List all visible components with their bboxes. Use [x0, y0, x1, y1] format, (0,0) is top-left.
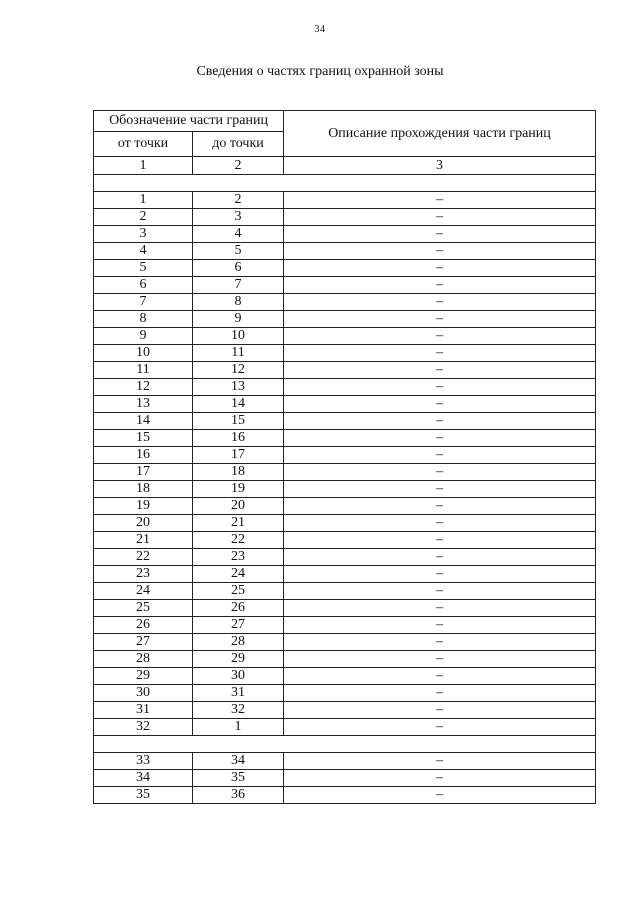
to-point-cell: 22 [193, 532, 284, 549]
column-number: 2 [193, 157, 284, 175]
to-point-cell: 31 [193, 685, 284, 702]
table-row [94, 311, 596, 328]
to-point-cell: 21 [193, 515, 284, 532]
from-point-cell: 16 [94, 447, 193, 464]
table-row [94, 685, 596, 702]
to-point-cell: 16 [193, 430, 284, 447]
to-point-cell: 27 [193, 617, 284, 634]
to-point-cell: 23 [193, 549, 284, 566]
table-row [94, 413, 596, 430]
table-row [94, 566, 596, 583]
description-cell: – [284, 787, 596, 804]
from-point-cell: 5 [94, 260, 193, 277]
from-point-header: от точки [94, 132, 193, 157]
table-row [94, 668, 596, 685]
page-number: 34 [314, 24, 326, 35]
description-cell: – [284, 549, 596, 566]
table-row [94, 515, 596, 532]
description-cell: – [284, 702, 596, 719]
from-point-cell: 22 [94, 549, 193, 566]
from-point-cell: 3 [94, 226, 193, 243]
table-row [94, 583, 596, 600]
document-title: Сведения о частях границ охранной зоны [196, 64, 444, 79]
to-point-cell: 18 [193, 464, 284, 481]
to-point-cell: 15 [193, 413, 284, 430]
description-cell: – [284, 345, 596, 362]
table-row [94, 532, 596, 549]
description-cell: – [284, 668, 596, 685]
description-cell: – [284, 685, 596, 702]
from-point-cell: 28 [94, 651, 193, 668]
description-cell: – [284, 328, 596, 345]
table-row [94, 277, 596, 294]
to-point-cell: 5 [193, 243, 284, 260]
description-cell: – [284, 260, 596, 277]
to-point-cell: 34 [193, 753, 284, 770]
to-point-cell: 24 [193, 566, 284, 583]
to-point-cell: 12 [193, 362, 284, 379]
from-point-cell: 7 [94, 294, 193, 311]
from-point-cell: 20 [94, 515, 193, 532]
from-point-cell: 18 [94, 481, 193, 498]
description-cell: – [284, 719, 596, 736]
to-point-cell: 6 [193, 260, 284, 277]
from-point-cell: 35 [94, 787, 193, 804]
section-row [94, 736, 596, 753]
description-cell: – [284, 770, 596, 787]
from-point-cell: 30 [94, 685, 193, 702]
description-cell: – [284, 447, 596, 464]
table-row [94, 753, 596, 770]
description-cell: – [284, 634, 596, 651]
description-cell: – [284, 294, 596, 311]
from-point-cell: 6 [94, 277, 193, 294]
from-point-cell: 31 [94, 702, 193, 719]
from-point-cell: 33 [94, 753, 193, 770]
boundary-parts-table [93, 110, 596, 804]
table-row [94, 634, 596, 651]
from-point-cell: 29 [94, 668, 193, 685]
table-row [94, 328, 596, 345]
table-row [94, 498, 596, 515]
to-point-cell: 9 [193, 311, 284, 328]
from-point-cell: 15 [94, 430, 193, 447]
table-row [94, 396, 596, 413]
to-point-cell: 14 [193, 396, 284, 413]
from-point-cell: 2 [94, 209, 193, 226]
table-row [94, 617, 596, 634]
from-point-cell: 4 [94, 243, 193, 260]
table-row [94, 702, 596, 719]
to-point-cell: 29 [193, 651, 284, 668]
description-cell: – [284, 464, 596, 481]
boundary-part-designation-header: Обозначение части границ [94, 111, 284, 132]
to-point-cell: 19 [193, 481, 284, 498]
description-cell: – [284, 532, 596, 549]
from-point-cell: 14 [94, 413, 193, 430]
to-point-cell: 17 [193, 447, 284, 464]
to-point-cell: 25 [193, 583, 284, 600]
description-cell: – [284, 243, 596, 260]
from-point-cell: 24 [94, 583, 193, 600]
description-cell: – [284, 481, 596, 498]
section-row [94, 175, 596, 192]
description-cell: – [284, 362, 596, 379]
from-point-cell: 25 [94, 600, 193, 617]
from-point-cell: 13 [94, 396, 193, 413]
description-cell: – [284, 192, 596, 209]
description-cell: – [284, 651, 596, 668]
table-row [94, 430, 596, 447]
table-row [94, 362, 596, 379]
description-cell: – [284, 311, 596, 328]
to-point-cell: 3 [193, 209, 284, 226]
to-point-cell: 10 [193, 328, 284, 345]
table-row [94, 719, 596, 736]
to-point-cell: 13 [193, 379, 284, 396]
from-point-cell: 8 [94, 311, 193, 328]
to-point-cell: 8 [193, 294, 284, 311]
from-point-cell: 10 [94, 345, 193, 362]
column-number: 1 [94, 157, 193, 175]
to-point-cell: 7 [193, 277, 284, 294]
from-point-cell: 19 [94, 498, 193, 515]
section-title [94, 736, 596, 753]
from-point-cell: 34 [94, 770, 193, 787]
table-row [94, 787, 596, 804]
to-point-cell: 20 [193, 498, 284, 515]
table-row [94, 226, 596, 243]
table-row [94, 243, 596, 260]
table-row [94, 379, 596, 396]
description-cell: – [284, 515, 596, 532]
table-row [94, 464, 596, 481]
description-cell: – [284, 277, 596, 294]
description-cell: – [284, 379, 596, 396]
column-number: 3 [284, 157, 596, 175]
from-point-cell: 11 [94, 362, 193, 379]
to-point-cell: 11 [193, 345, 284, 362]
from-point-cell: 9 [94, 328, 193, 345]
table-row [94, 294, 596, 311]
table-row [94, 260, 596, 277]
column-number-row [94, 157, 596, 175]
from-point-cell: 27 [94, 634, 193, 651]
to-point-header: до точки [193, 132, 284, 157]
to-point-cell: 26 [193, 600, 284, 617]
description-cell: – [284, 226, 596, 243]
to-point-cell: 28 [193, 634, 284, 651]
table-row [94, 770, 596, 787]
description-cell: – [284, 566, 596, 583]
to-point-cell: 36 [193, 787, 284, 804]
description-cell: – [284, 617, 596, 634]
description-cell: – [284, 600, 596, 617]
description-cell: – [284, 396, 596, 413]
description-cell: – [284, 209, 596, 226]
to-point-cell: 1 [193, 719, 284, 736]
table-row [94, 651, 596, 668]
from-point-cell: 23 [94, 566, 193, 583]
from-point-cell: 26 [94, 617, 193, 634]
table-row [94, 345, 596, 362]
table-row [94, 481, 596, 498]
table-row [94, 209, 596, 226]
section-title [94, 175, 596, 192]
from-point-cell: 12 [94, 379, 193, 396]
description-cell: – [284, 430, 596, 447]
table-row [94, 447, 596, 464]
description-cell: – [284, 583, 596, 600]
to-point-cell: 2 [193, 192, 284, 209]
description-cell: – [284, 753, 596, 770]
header-row [94, 111, 596, 132]
table-row [94, 549, 596, 566]
table-row [94, 600, 596, 617]
to-point-cell: 4 [193, 226, 284, 243]
to-point-cell: 32 [193, 702, 284, 719]
from-point-cell: 1 [94, 192, 193, 209]
to-point-cell: 35 [193, 770, 284, 787]
from-point-cell: 21 [94, 532, 193, 549]
to-point-cell: 30 [193, 668, 284, 685]
description-header: Описание прохождения части границ [284, 111, 596, 157]
from-point-cell: 17 [94, 464, 193, 481]
description-cell: – [284, 413, 596, 430]
description-cell: – [284, 498, 596, 515]
from-point-cell: 32 [94, 719, 193, 736]
table-row [94, 192, 596, 209]
